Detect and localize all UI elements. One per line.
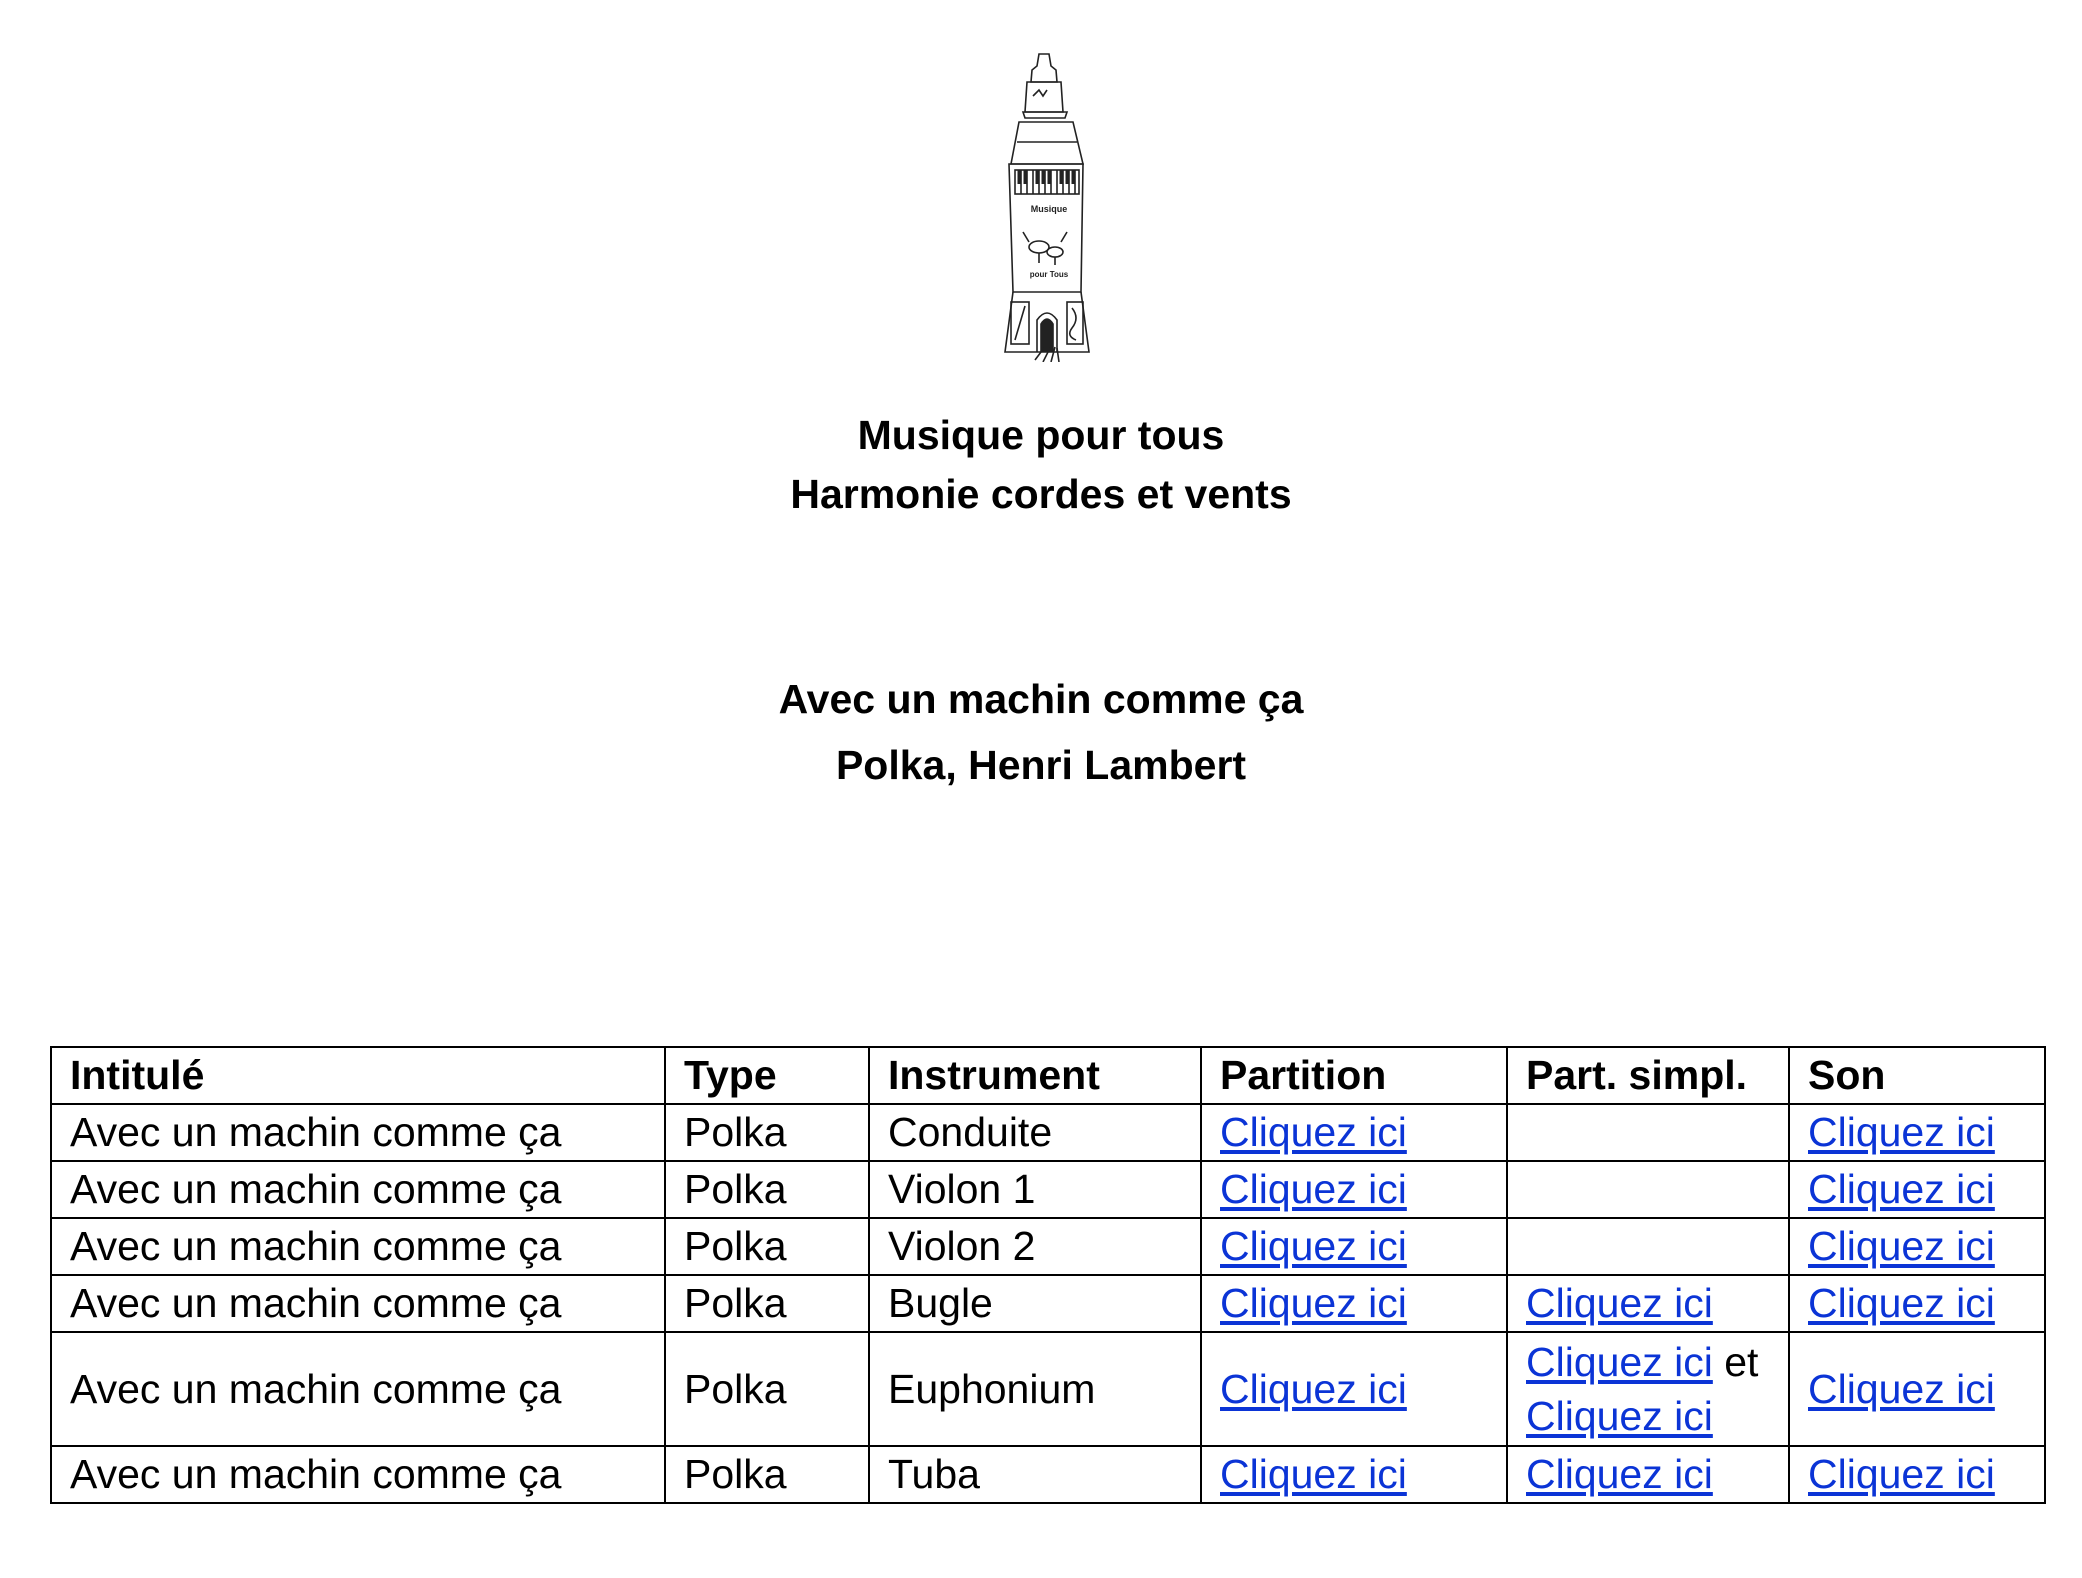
part-simpl-link[interactable]: Cliquez ici — [1526, 1451, 1713, 1497]
cell-intitule: Avec un machin comme ça — [51, 1218, 665, 1275]
cell-part-simpl — [1507, 1104, 1789, 1161]
cell-son — [1789, 1275, 2045, 1332]
part-simpl-link-1[interactable]: Cliquez ici — [1526, 1339, 1713, 1385]
cell-type: Polka — [665, 1332, 869, 1446]
cell-partition — [1201, 1218, 1507, 1275]
partition-link[interactable]: Cliquez ici — [1220, 1280, 1407, 1326]
partition-link[interactable]: Cliquez ici — [1220, 1451, 1407, 1497]
cell-partition — [1201, 1446, 1507, 1503]
cell-type: Polka — [665, 1161, 869, 1218]
logo-label-top: Musique — [1030, 204, 1068, 214]
cell-part-simpl — [1507, 1218, 1789, 1275]
cell-instrument: Tuba — [869, 1446, 1201, 1503]
cell-part-simpl — [1507, 1275, 1789, 1332]
part-simpl-link[interactable]: Cliquez ici — [1526, 1280, 1713, 1326]
cell-intitule: Avec un machin comme ça — [51, 1446, 665, 1503]
column-header-part-simpl: Part. simpl. — [1507, 1047, 1789, 1104]
son-link[interactable]: Cliquez ici — [1808, 1109, 1995, 1155]
cell-intitule: Avec un machin comme ça — [51, 1104, 665, 1161]
cell-intitule: Avec un machin comme ça — [51, 1275, 665, 1332]
cell-part-simpl — [1507, 1446, 1789, 1503]
table-row — [51, 1104, 2045, 1161]
cell-type: Polka — [665, 1104, 869, 1161]
son-link[interactable]: Cliquez ici — [1808, 1280, 1995, 1326]
cell-partition — [1201, 1161, 1507, 1218]
cell-instrument: Bugle — [869, 1275, 1201, 1332]
cell-instrument: Violon 2 — [869, 1218, 1201, 1275]
partition-link[interactable]: Cliquez ici — [1220, 1166, 1407, 1212]
partition-link[interactable]: Cliquez ici — [1220, 1223, 1407, 1269]
cell-son — [1789, 1218, 2045, 1275]
organization-title: Musique pour tous — [857, 412, 1225, 458]
cell-instrument: Conduite — [869, 1104, 1201, 1161]
parts-table — [50, 1046, 2046, 1504]
partition-link[interactable]: Cliquez ici — [1220, 1365, 1407, 1412]
cell-part-simpl — [1507, 1161, 1789, 1218]
ensemble-subtitle: Harmonie cordes et vents — [790, 471, 1292, 517]
son-link[interactable]: Cliquez ici — [1808, 1166, 1995, 1212]
cell-partition — [1201, 1275, 1507, 1332]
son-link[interactable]: Cliquez ici — [1808, 1365, 1995, 1412]
column-header-son: Son — [1789, 1047, 2045, 1104]
logo-label-bottom: pour Tous — [1029, 270, 1069, 279]
column-header-intitule: Intitulé — [51, 1047, 665, 1104]
part-simpl-link-2[interactable]: Cliquez ici — [1526, 1393, 1713, 1439]
cell-type: Polka — [665, 1446, 869, 1503]
table-row — [51, 1218, 2045, 1275]
musique-pour-tous-logo — [987, 52, 1101, 362]
table-row — [51, 1446, 2045, 1503]
cell-son — [1789, 1446, 2045, 1503]
son-link[interactable]: Cliquez ici — [1808, 1223, 1995, 1269]
son-link[interactable]: Cliquez ici — [1808, 1451, 1995, 1497]
cell-type: Polka — [665, 1218, 869, 1275]
cell-partition — [1201, 1332, 1507, 1446]
column-header-instrument: Instrument — [869, 1047, 1201, 1104]
table-header-row — [51, 1047, 2045, 1104]
cell-instrument: Violon 1 — [869, 1161, 1201, 1218]
cell-partition — [1201, 1104, 1507, 1161]
partition-link[interactable]: Cliquez ici — [1220, 1109, 1407, 1155]
piece-subtitle: Polka, Henri Lambert — [835, 742, 1247, 788]
column-header-partition: Partition — [1201, 1047, 1507, 1104]
table-row — [51, 1332, 2045, 1446]
piece-title: Avec un machin comme ça — [778, 676, 1304, 722]
cell-part-simpl — [1507, 1332, 1789, 1446]
cell-instrument: Euphonium — [869, 1332, 1201, 1446]
cell-son — [1789, 1104, 2045, 1161]
table-row — [51, 1275, 2045, 1332]
column-header-type: Type — [665, 1047, 869, 1104]
cell-son — [1789, 1332, 2045, 1446]
table-row — [51, 1161, 2045, 1218]
cell-intitule: Avec un machin comme ça — [51, 1161, 665, 1218]
cell-son — [1789, 1161, 2045, 1218]
conjunction-text: et — [1724, 1339, 1759, 1385]
cell-type: Polka — [665, 1275, 869, 1332]
cell-intitule: Avec un machin comme ça — [51, 1332, 665, 1446]
